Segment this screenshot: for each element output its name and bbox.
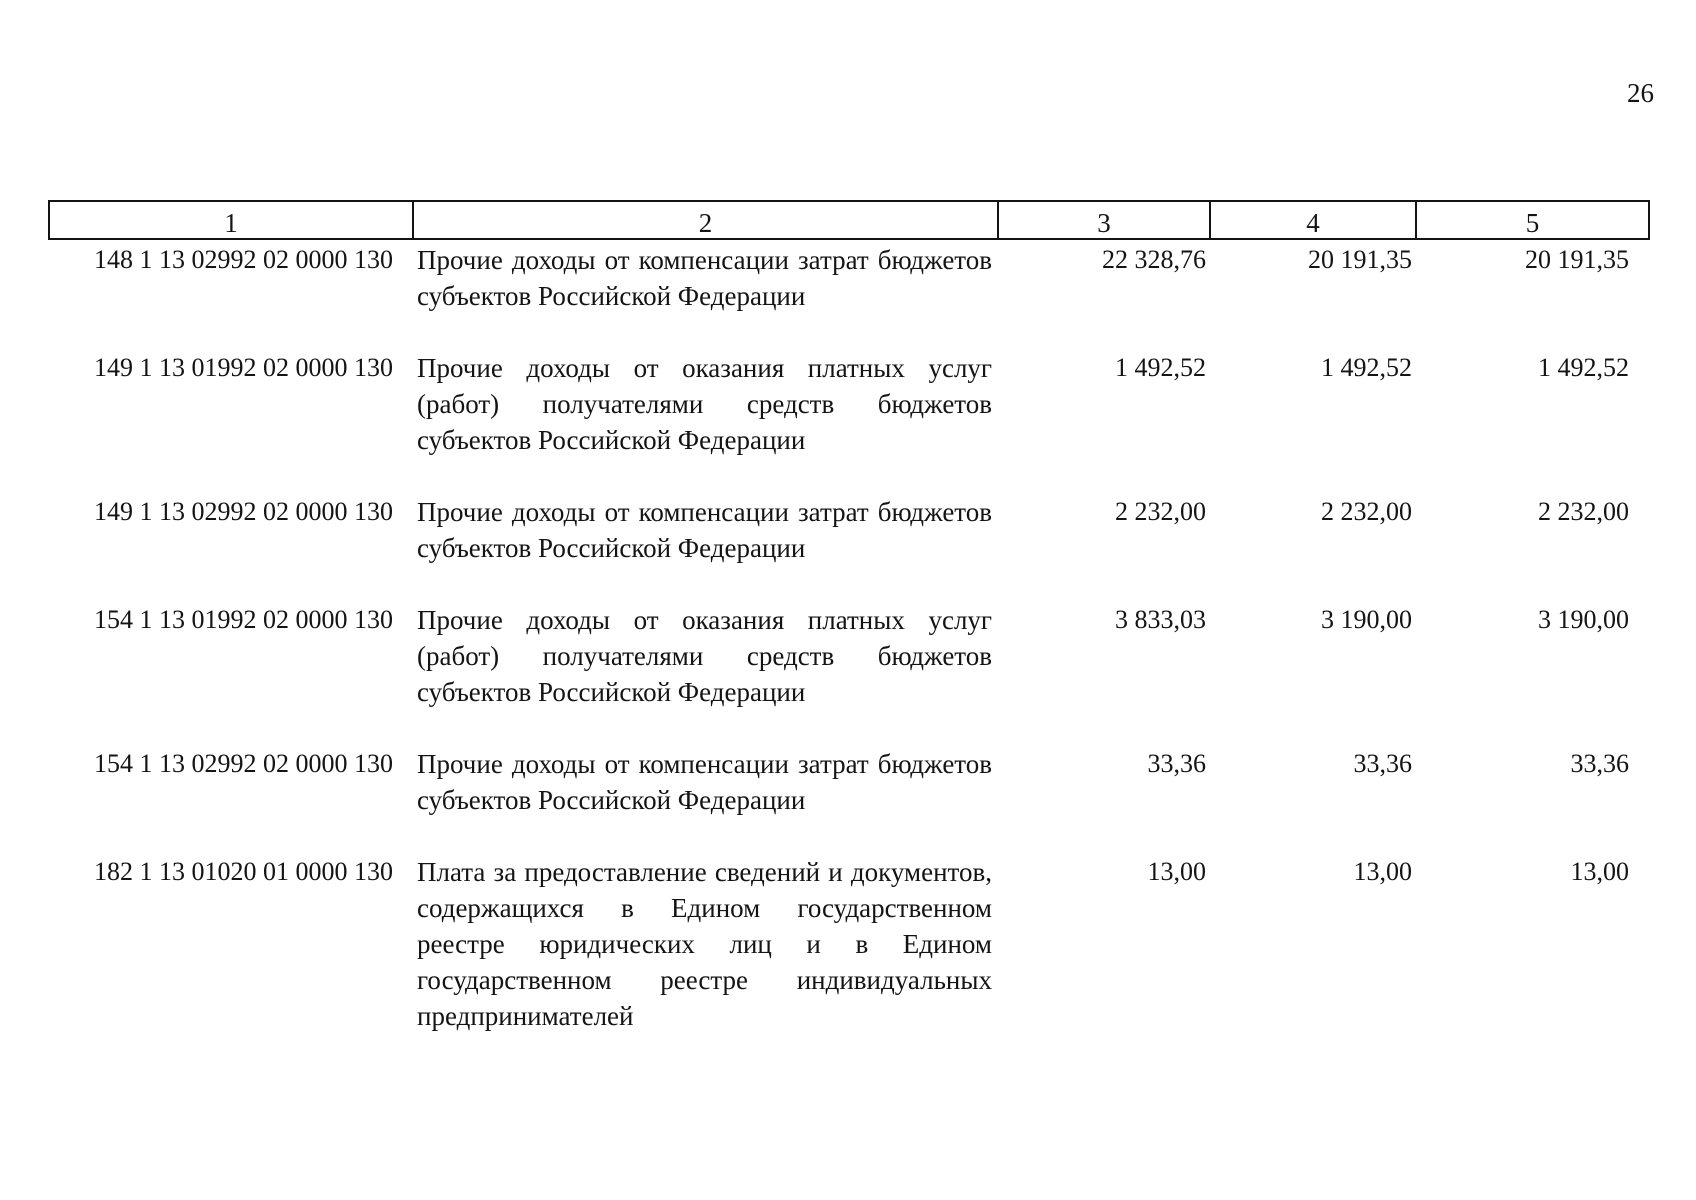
row-description: Прочие доходы от компенсации затрат бюджетов субъектов Российской Федерации: [417, 497, 992, 563]
row-code: 149 1 13 01992 02 0000 130: [94, 353, 393, 382]
row-value-col4: 20 191,35: [1308, 245, 1412, 274]
row-code: 154 1 13 02992 02 0000 130: [94, 749, 393, 778]
table-row: [49, 350, 1649, 494]
row-value-col5: 13,00: [1570, 857, 1629, 886]
header-col-4: 4: [1210, 201, 1416, 239]
row-value-col5: 20 191,35: [1525, 245, 1629, 274]
header-col-1: 1: [49, 201, 413, 239]
row-value-col4: 2 232,00: [1321, 497, 1412, 526]
page-number: 26: [1627, 78, 1654, 108]
row-value-col4: 33,36: [1353, 749, 1412, 778]
header-col-2: 2: [413, 201, 998, 239]
row-code: 154 1 13 01992 02 0000 130: [94, 605, 393, 634]
row-value-col4: 13,00: [1353, 857, 1412, 886]
row-description: Плата за предоставление сведений и документов, содержащихся в Едином государственном реестре юридических лиц и в Едином государственном реестре индивидуальных предпринимателей: [417, 857, 992, 1031]
row-description: Прочие доходы от оказания платных услуг (работ) получателями средств бюджетов субъектов Российской Федерации: [417, 605, 992, 707]
table-body: [49, 239, 1649, 1070]
row-value-col3: 2 232,00: [1115, 497, 1206, 526]
table-row: [49, 746, 1649, 854]
row-description: Прочие доходы от оказания платных услуг (работ) получателями средств бюджетов субъектов Российской Федерации: [417, 353, 992, 455]
table-row: [49, 239, 1649, 350]
row-value-col3: 13,00: [1147, 857, 1206, 886]
header-col-5: 5: [1416, 201, 1649, 239]
row-value-col4: 1 492,52: [1321, 353, 1412, 382]
budget-revenue-table: [48, 200, 1650, 1070]
row-code: 149 1 13 02992 02 0000 130: [94, 497, 393, 526]
table-header: [49, 201, 1649, 239]
row-value-col5: 1 492,52: [1538, 353, 1629, 382]
row-code: 182 1 13 01020 01 0000 130: [94, 857, 393, 886]
table-row: [49, 602, 1649, 746]
row-value-col4: 3 190,00: [1321, 605, 1412, 634]
header-col-3: 3: [998, 201, 1210, 239]
budget-revenue-table-container: [48, 200, 1648, 1070]
table-row: [49, 854, 1649, 1070]
row-value-col3: 1 492,52: [1115, 353, 1206, 382]
table-row: [49, 494, 1649, 602]
row-value-col5: 33,36: [1570, 749, 1629, 778]
row-description: Прочие доходы от компенсации затрат бюджетов субъектов Российской Федерации: [417, 749, 992, 815]
row-value-col3: 3 833,03: [1115, 605, 1206, 634]
row-description: Прочие доходы от компенсации затрат бюджетов субъектов Российской Федерации: [417, 245, 992, 311]
row-value-col3: 33,36: [1147, 749, 1206, 778]
header-row: [49, 201, 1649, 239]
row-value-col5: 2 232,00: [1538, 497, 1629, 526]
row-code: 148 1 13 02992 02 0000 130: [94, 245, 393, 274]
row-value-col3: 22 328,76: [1102, 245, 1206, 274]
row-value-col5: 3 190,00: [1538, 605, 1629, 634]
